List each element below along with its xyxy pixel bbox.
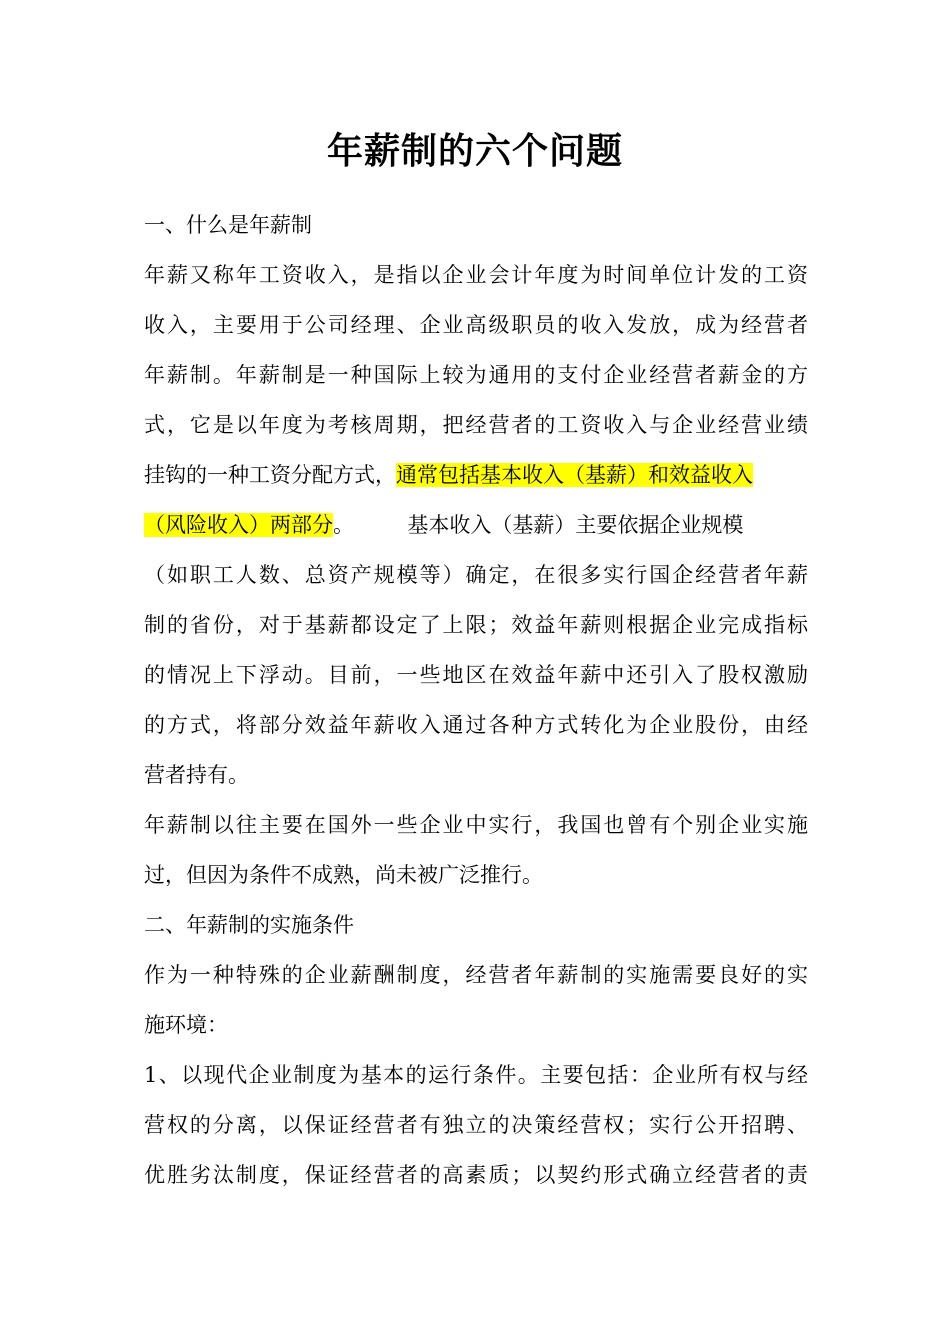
paragraph-line: 年薪制。年薪制是一种国际上较为通用的支付企业经营者薪金的方 bbox=[144, 363, 808, 387]
paragraph-line: 收入，主要用于公司经理、企业高级职员的收入发放，成为经营者 bbox=[144, 313, 808, 337]
paragraph-text: 挂钩的一种工资分配方式， bbox=[144, 463, 396, 487]
paragraph-line: 式，它是以年度为考核周期，把经营者的工资收入与企业经营业绩 bbox=[144, 413, 808, 437]
paragraph-line: 作为一种特殊的企业薪酬制度，经营者年薪制的实施需要良好的实 bbox=[144, 963, 808, 987]
document-title: 年薪制的六个问题 bbox=[326, 131, 623, 172]
paragraph-line: （如职工人数、总资产规模等）确定，在很多实行国企经营者年薪 bbox=[144, 563, 808, 587]
paragraph-line: 施环境： bbox=[144, 1013, 228, 1037]
paragraph-line: 制的省份，对于基薪都设定了上限；效益年薪则根据企业完成指标 bbox=[144, 613, 808, 637]
highlighted-text: （风险收入）两部分 bbox=[144, 513, 333, 537]
paragraph-line: 的情况上下浮动。目前，一些地区在效益年薪中还引入了股权激励 bbox=[144, 663, 808, 687]
section-heading-1: 一、什么是年薪制 bbox=[144, 213, 312, 237]
paragraph-line: 年薪制以往主要在国外一些企业中实行，我国也曾有个别企业实施 bbox=[144, 813, 808, 837]
paragraph-line: 优胜劣汰制度，保证经营者的高素质；以契约形式确立经营者的责 bbox=[144, 1163, 808, 1187]
paragraph-line bbox=[144, 500, 808, 550]
highlighted-text: 通常包括基本收入（基薪）和效益收入 bbox=[396, 463, 753, 487]
paragraph-line bbox=[144, 450, 808, 500]
section-heading-2: 二、年薪制的实施条件 bbox=[144, 913, 354, 937]
paragraph-line: 年薪又称年工资收入，是指以企业会计年度为时间单位计发的工资 bbox=[144, 263, 808, 287]
paragraph-line: 过，但因为条件不成熟，尚未被广泛推行。 bbox=[144, 863, 543, 887]
paragraph-line: 1、以现代企业制度为基本的运行条件。主要包括：企业所有权与经 bbox=[144, 1063, 808, 1087]
paragraph-text: 。 基本收入（基薪）主要依据企业规模 bbox=[333, 513, 744, 537]
paragraph-line: 的方式，将部分效益年薪收入通过各种方式转化为企业股份，由经 bbox=[144, 713, 808, 737]
paragraph-line: 营权的分离，以保证经营者有独立的决策经营权；实行公开招聘、 bbox=[144, 1113, 808, 1137]
paragraph-line: 营者持有。 bbox=[144, 763, 249, 787]
